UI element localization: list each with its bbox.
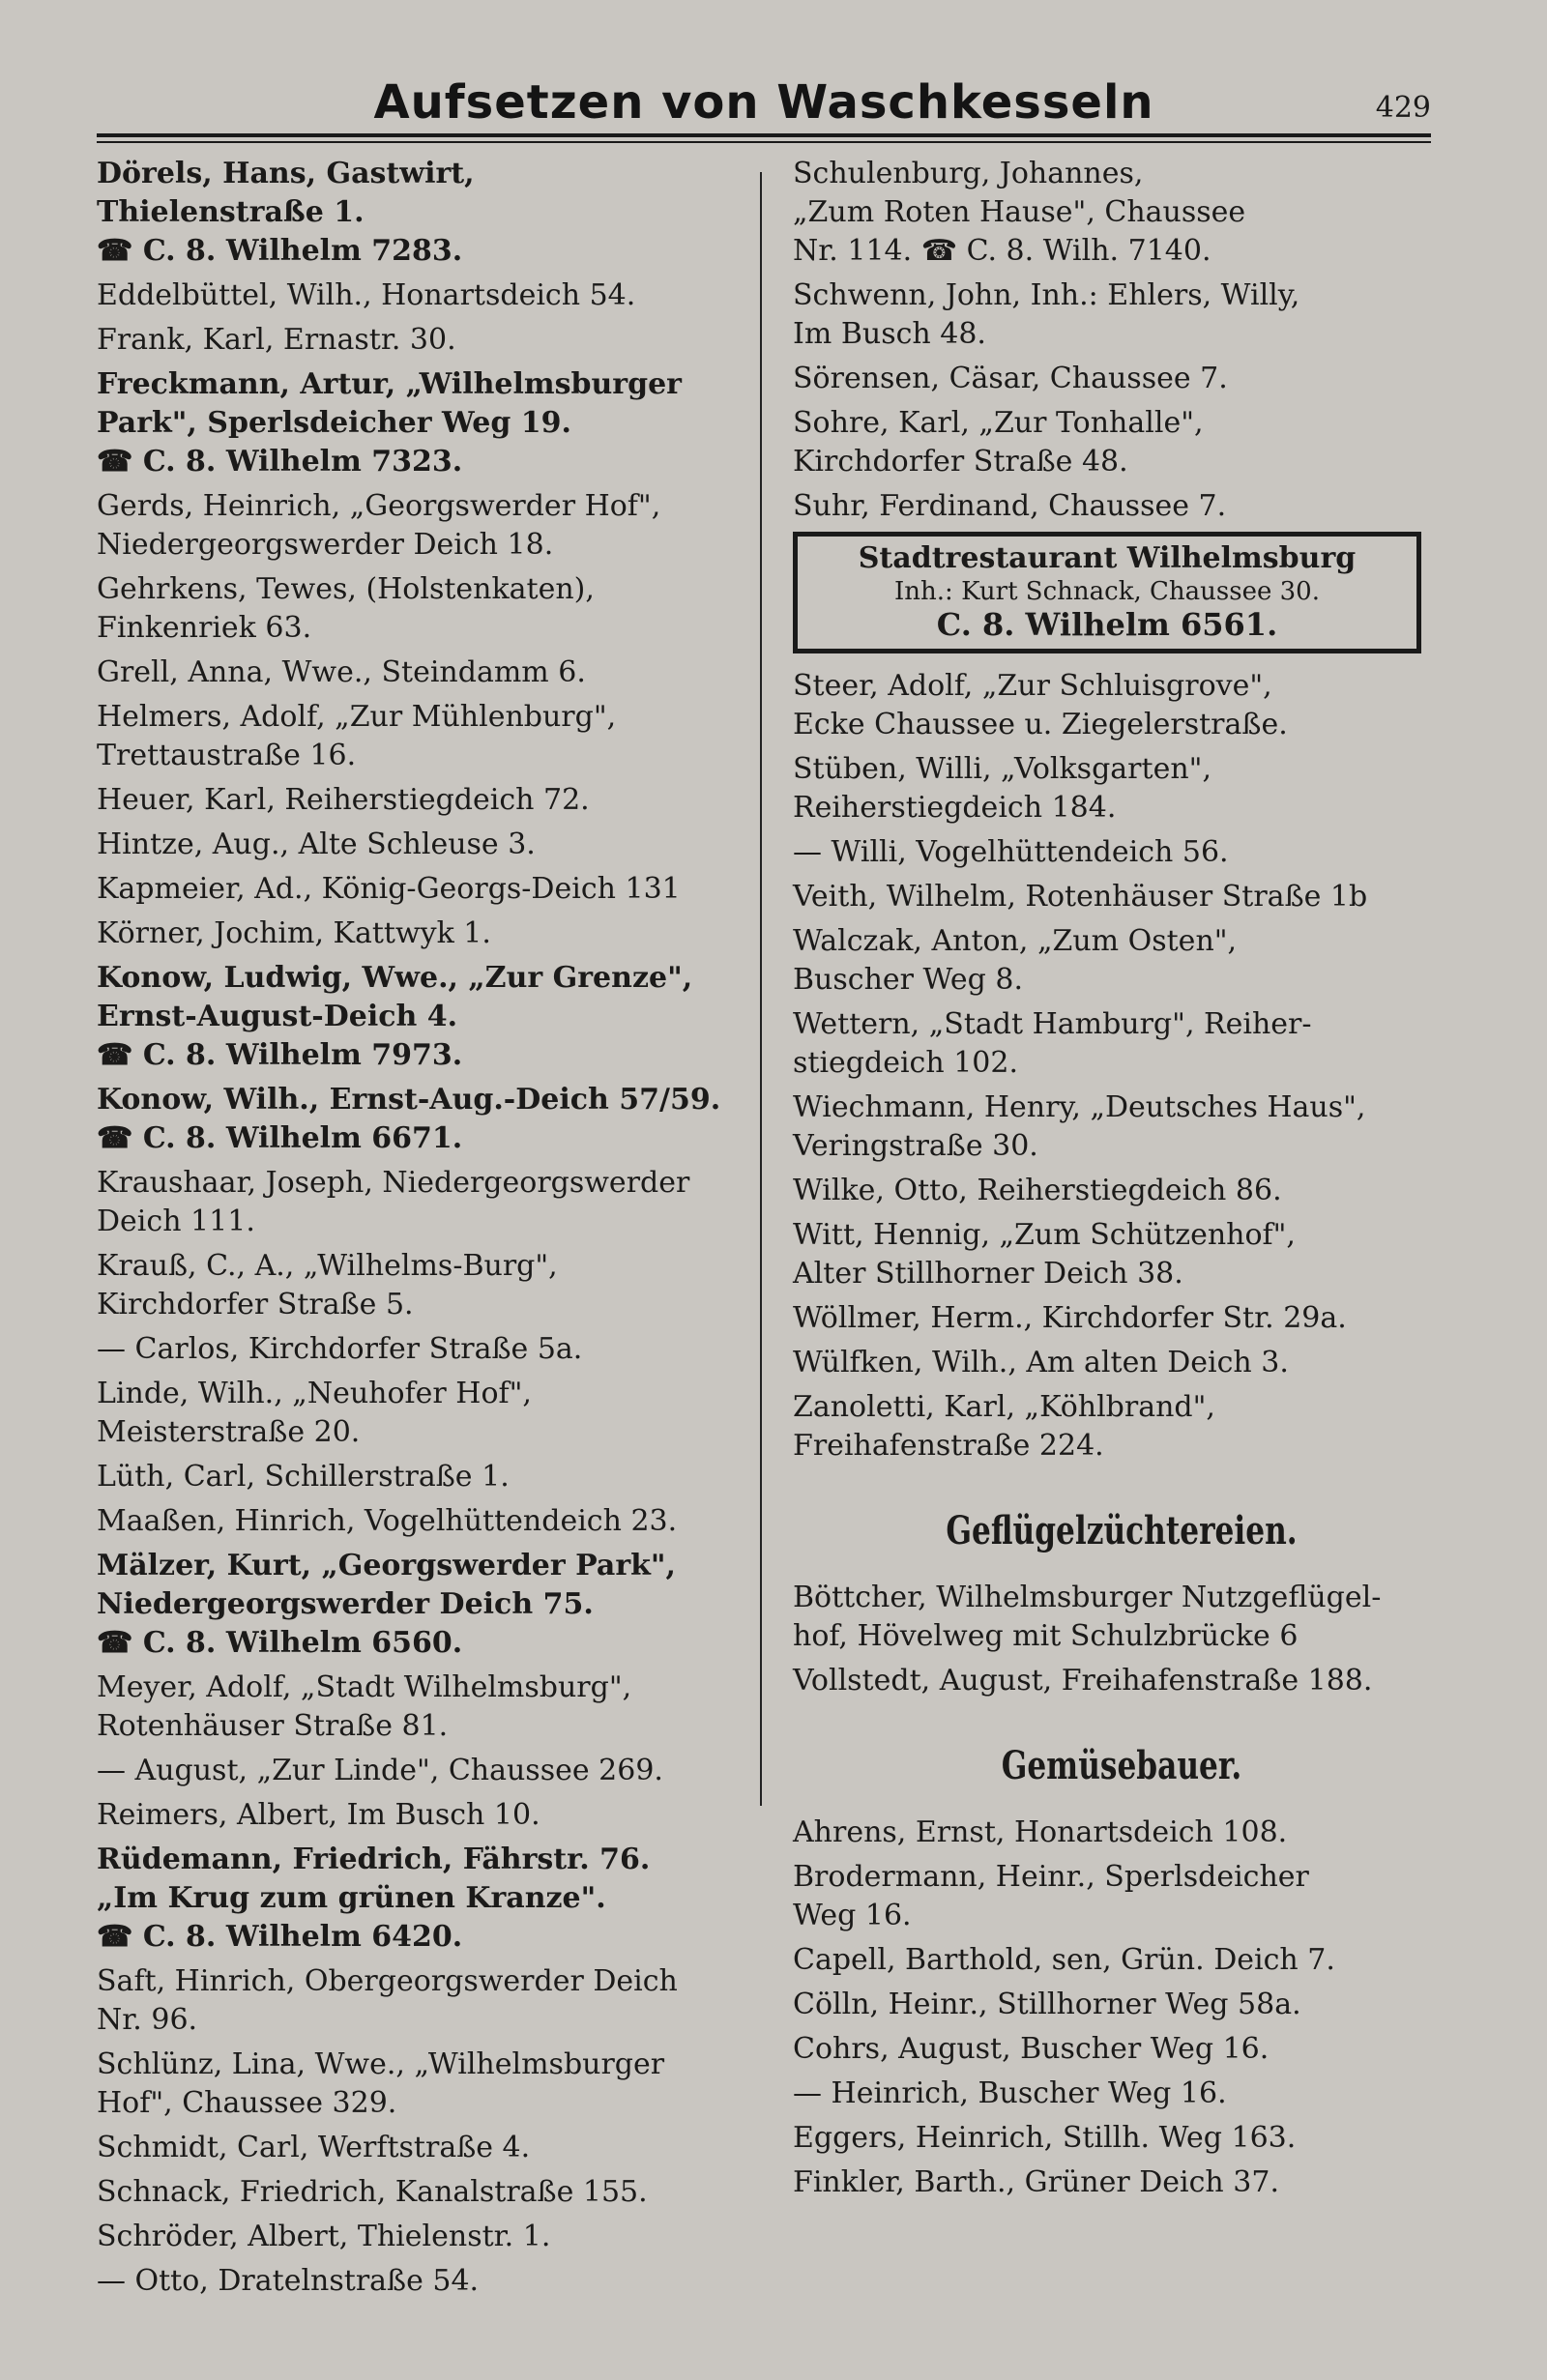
entry-line: Trettaustraße 16.: [97, 739, 357, 772]
right-column: [793, 155, 1450, 2208]
entry-line: Maaßen, Hinrich, Vogelhüttendeich 23.: [97, 1504, 678, 1538]
list-item: [97, 1796, 754, 1835]
entry-line: Steer, Adolf, „Zur Schluisgrove",: [793, 669, 1272, 703]
list-item: [793, 1941, 1450, 1980]
entry-line: Schulenburg, Johannes,: [793, 157, 1144, 190]
entry-line: Ernst-August-Deich 4.: [97, 1000, 458, 1033]
entry-line: Mälzer, Kurt, „Georgswerder Park",: [97, 1549, 676, 1582]
entry-line: — Willi, Vogelhüttendeich 56.: [793, 835, 1229, 869]
entry-line: Zanoletti, Karl, „Köhlbrand",: [793, 1390, 1215, 1424]
left-column: [97, 155, 754, 2307]
list-item: [97, 781, 754, 820]
list-item: [97, 365, 754, 481]
entry-line: Finkenriek 63.: [97, 611, 312, 645]
list-item: [97, 698, 754, 775]
entry-line: Eggers, Heinrich, Stillh. Weg 163.: [793, 2121, 1297, 2155]
column-divider: [760, 172, 762, 1806]
list-item: [793, 750, 1450, 827]
entry-line: Walczak, Anton, „Zum Osten",: [793, 924, 1238, 958]
header-rule-thin: [97, 141, 1431, 143]
entry-line: Finkler, Barth., Grüner Deich 37.: [793, 2165, 1279, 2199]
entry-line: Ahrens, Ernst, Honartsdeich 108.: [793, 1815, 1288, 1849]
entry-line: Grell, Anna, Wwe., Steindamm 6.: [97, 655, 586, 689]
list-item: [793, 878, 1450, 916]
entry-line: Gehrkens, Tewes, (Holstenkaten),: [97, 572, 595, 606]
entry-line: Helmers, Adolf, „Zur Mühlenburg",: [97, 700, 617, 734]
list-item: [97, 2173, 754, 2212]
list-item: [97, 2046, 754, 2123]
entry-line: Witt, Hennig, „Zum Schützenhof",: [793, 1218, 1296, 1252]
list-item: [793, 1388, 1450, 1466]
list-item: [793, 276, 1450, 354]
entry-line: Park", Sperlsdeicher Weg 19.: [97, 406, 571, 440]
entry-line: Sohre, Karl, „Zur Tonhalle",: [793, 406, 1204, 440]
section-title-poultry: Geflügelzüchtereien.: [946, 1508, 1298, 1553]
list-item: [97, 1669, 754, 1746]
entry-line: Wülfken, Wilh., Am alten Deich 3.: [793, 1346, 1289, 1379]
entry-line: Meisterstraße 20.: [97, 1415, 361, 1449]
list-item: [97, 155, 754, 271]
entry-line: Wöllmer, Herm., Kirchdorfer Str. 29a.: [793, 1301, 1347, 1335]
list-item: [97, 1375, 754, 1452]
entry-line: „Zum Roten Hause", Chaussee: [793, 195, 1246, 229]
header-rule: [97, 133, 1431, 137]
entry-line: — Otto, Dratelnstraße 54.: [97, 2264, 480, 2298]
list-item: [793, 1858, 1450, 1935]
list-item: [97, 1752, 754, 1790]
list-item: [793, 487, 1450, 526]
list-item: [793, 1216, 1450, 1293]
entry-line: Rotenhäuser Straße 81.: [97, 1709, 449, 1743]
entry-line: Veith, Wilhelm, Rotenhäuser Straße 1b: [793, 880, 1368, 914]
vegetable-list: [793, 1814, 1450, 2202]
entry-line: ☎ C. 8. Wilhelm 7973.: [97, 1038, 463, 1072]
entry-line: Cohrs, August, Buscher Weg 16.: [793, 2032, 1270, 2066]
entry-line: Rüdemann, Friedrich, Fährstr. 76.: [97, 1843, 651, 1876]
list-item: [793, 1088, 1450, 1166]
entry-line: Suhr, Ferdinand, Chaussee 7.: [793, 489, 1227, 523]
entry-line: Ecke Chaussee u. Ziegelerstraße.: [793, 708, 1288, 741]
entry-line: Saft, Hinrich, Obergeorgswerder Deich: [97, 1964, 678, 1998]
entry-line: Kraushaar, Joseph, Niedergeorgswerder: [97, 1166, 690, 1200]
list-item: [793, 2030, 1450, 2069]
list-item: [793, 922, 1450, 1000]
list-item: [97, 914, 754, 953]
list-item: [793, 1299, 1450, 1338]
entry-line: Schlünz, Lina, Wwe., „Wilhelmsburger: [97, 2047, 665, 2081]
advert-box: [793, 532, 1421, 653]
entry-line: — August, „Zur Linde", Chaussee 269.: [97, 1754, 663, 1787]
list-item: [793, 667, 1450, 744]
entry-line: Niedergeorgswerder Deich 75.: [97, 1587, 594, 1621]
entry-line: Heuer, Karl, Reiherstiegdeich 72.: [97, 783, 590, 817]
entry-line: Nr. 114. ☎ C. 8. Wilh. 7140.: [793, 234, 1211, 268]
entry-line: Wettern, „Stadt Hamburg", Reiher-: [793, 1007, 1312, 1041]
entry-line: Schmidt, Carl, Werftstraße 4.: [97, 2131, 531, 2164]
list-item: [97, 870, 754, 909]
entry-line: Brodermann, Heinr., Sperlsdeicher: [793, 1860, 1309, 1894]
entry-line: Freckmann, Artur, „Wilhelmsburger: [97, 367, 682, 401]
list-item: [97, 570, 754, 648]
list-item: [97, 1247, 754, 1324]
entry-line: „Im Krug zum grünen Kranze".: [97, 1881, 606, 1915]
entry-line: Gerds, Heinrich, „Georgswerder Hof",: [97, 489, 661, 523]
advert-name: Stadtrestaurant Wilhelmsburg: [858, 541, 1357, 575]
list-item: [97, 959, 754, 1075]
list-item: [97, 1547, 754, 1663]
entry-line: Vollstedt, August, Freihafenstraße 188.: [793, 1664, 1373, 1698]
list-item: [793, 833, 1450, 872]
entry-line: Reimers, Albert, Im Busch 10.: [97, 1798, 540, 1832]
entry-line: Lüth, Carl, Schillerstraße 1.: [97, 1460, 510, 1494]
list-item: [97, 2129, 754, 2167]
list-item: [793, 155, 1450, 271]
list-item: [793, 360, 1450, 398]
poultry-list: [793, 1579, 1450, 1700]
list-item: [793, 2163, 1450, 2202]
entry-line: Frank, Karl, Ernastr. 30.: [97, 323, 456, 357]
entry-line: stiegdeich 102.: [793, 1046, 1019, 1080]
entry-line: Veringstraße 30.: [793, 1129, 1038, 1163]
entry-line: Konow, Wilh., Ernst-Aug.-Deich 57/59.: [97, 1083, 721, 1117]
entry-line: Buscher Weg 8.: [793, 963, 1024, 997]
entry-line: ☎ C. 8. Wilhelm 7323.: [97, 445, 463, 479]
entry-line: Capell, Barthold, sen, Grün. Deich 7.: [793, 1943, 1335, 1977]
list-item: [793, 1344, 1450, 1382]
page-header: [97, 68, 1431, 145]
entry-line: — Carlos, Kirchdorfer Straße 5a.: [97, 1332, 583, 1366]
entry-line: Kirchdorfer Straße 48.: [793, 445, 1128, 479]
entry-line: ☎ C. 8. Wilhelm 6671.: [97, 1121, 463, 1155]
entry-line: Konow, Ludwig, Wwe., „Zur Grenze",: [97, 961, 693, 995]
list-item: [97, 1164, 754, 1241]
entry-line: Böttcher, Wilhelmsburger Nutzgeflügel-: [793, 1581, 1382, 1614]
entry-line: Eddelbüttel, Wilh., Honartsdeich 54.: [97, 278, 636, 312]
entry-line: — Heinrich, Buscher Weg 16.: [793, 2076, 1227, 2110]
list-item: [97, 1330, 754, 1369]
list-item: [793, 1172, 1450, 1210]
entry-line: Meyer, Adolf, „Stadt Wilhelmsburg",: [97, 1670, 632, 1704]
entry-line: Alter Stillhorner Deich 38.: [793, 1257, 1183, 1291]
list-item: [793, 2075, 1450, 2113]
list-item: [793, 1579, 1450, 1656]
advert-owner: Inh.: Kurt Schnack, Chaussee 30.: [894, 577, 1320, 606]
entry-line: Schröder, Albert, Thielenstr. 1.: [97, 2220, 551, 2253]
entry-line: ☎ C. 8. Wilhelm 6560.: [97, 1626, 463, 1660]
entry-line: Stüben, Willi, „Volksgarten",: [793, 752, 1211, 786]
entry-line: Thielenstraße 1.: [97, 195, 365, 229]
entry-line: Cölln, Heinr., Stillhorner Weg 58a.: [793, 1988, 1301, 2021]
entry-line: Körner, Jochim, Kattwyk 1.: [97, 916, 491, 950]
entry-line: ☎ C. 8. Wilhelm 7283.: [97, 234, 463, 268]
entry-line: Hintze, Aug., Alte Schleuse 3.: [97, 827, 536, 861]
entry-line: Kirchdorfer Straße 5.: [97, 1288, 414, 1321]
list-item: [793, 1986, 1450, 2024]
entry-line: Wiechmann, Henry, „Deutsches Haus",: [793, 1090, 1366, 1124]
list-item: [97, 1458, 754, 1496]
entry-line: Deich 111.: [97, 1205, 255, 1238]
entry-line: ☎ C. 8. Wilhelm 6420.: [97, 1920, 463, 1954]
list-item: [97, 1081, 754, 1158]
entry-line: Sörensen, Cäsar, Chaussee 7.: [793, 362, 1228, 395]
list-item: [793, 1814, 1450, 1852]
list-item: [97, 1841, 754, 1957]
list-item: [97, 276, 754, 315]
list-item: [97, 487, 754, 565]
page-number: 429: [1375, 91, 1431, 125]
list-item: [97, 321, 754, 360]
list-item: [97, 653, 754, 692]
entry-line: Hof", Chaussee 329.: [97, 2086, 397, 2120]
entry-line: Wilke, Otto, Reiherstiegdeich 86.: [793, 1174, 1282, 1207]
advert-phone: C. 8. Wilhelm 6561.: [936, 606, 1278, 643]
right-top-list: [793, 155, 1450, 526]
entry-line: Reiherstiegdeich 184.: [793, 791, 1117, 825]
entry-line: Nr. 96.: [97, 2003, 198, 2037]
entry-line: Schnack, Friedrich, Kanalstraße 155.: [97, 2175, 648, 2209]
list-item: [97, 2262, 754, 2301]
list-item: [793, 1005, 1450, 1083]
entry-line: Kapmeier, Ad., König-Georgs-Deich 131: [97, 872, 681, 906]
list-item: [97, 826, 754, 864]
list-item: [97, 1502, 754, 1541]
list-item: [793, 404, 1450, 481]
entry-line: Weg 16.: [793, 1899, 912, 1932]
entry-line: hof, Hövelweg mit Schulzbrücke 6: [793, 1619, 1299, 1653]
entry-line: Im Busch 48.: [793, 317, 986, 351]
page-title: Aufsetzen von Waschkesseln: [373, 75, 1154, 130]
list-item: [793, 1662, 1450, 1700]
entry-line: Krauß, C., A., „Wilhelms-Burg",: [97, 1249, 558, 1283]
section-title-vegetable: Gemüsebauer.: [1001, 1743, 1242, 1788]
list-item: [97, 2218, 754, 2256]
entry-line: Linde, Wilh., „Neuhofer Hof",: [97, 1377, 532, 1410]
list-item: [97, 1962, 754, 2040]
list-item: [793, 2119, 1450, 2158]
right-mid-list: [793, 667, 1450, 1466]
entry-line: Schwenn, John, Inh.: Ehlers, Willy,: [793, 278, 1300, 312]
entry-line: Freihafenstraße 224.: [793, 1429, 1104, 1463]
entry-line: Dörels, Hans, Gastwirt,: [97, 157, 475, 190]
entry-line: Niedergeorgswerder Deich 18.: [97, 528, 554, 562]
